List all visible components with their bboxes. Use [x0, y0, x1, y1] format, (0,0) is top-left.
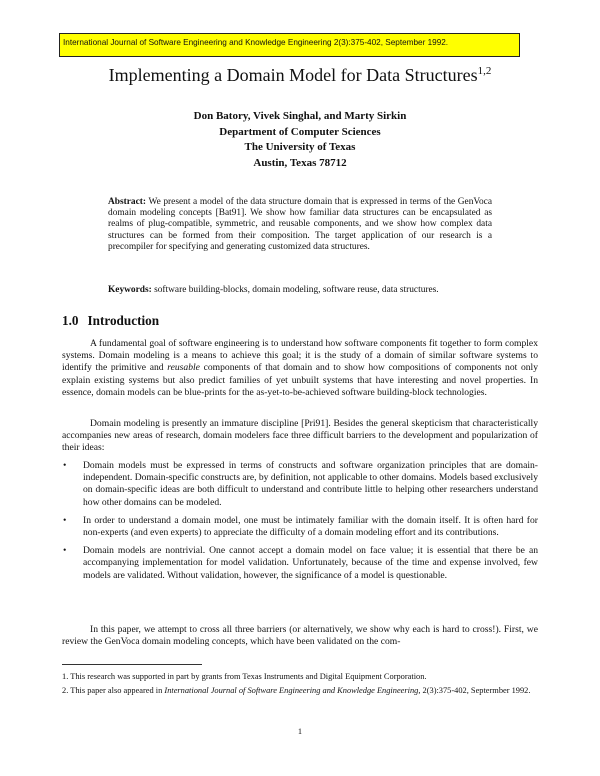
- barrier-list: [62, 460, 538, 588]
- section-number: 1.0: [62, 313, 79, 328]
- bullet-icon: •: [63, 460, 67, 471]
- section-title: Introduction: [87, 313, 160, 328]
- intro-paragraph-3: In this paper, we attempt to cross all three barriers (or alternatively, we show why each is hard to cross!). First, we review the GenVoca domain modeling concepts, which have been validated on the com-: [62, 624, 538, 648]
- page-number: 1: [297, 727, 303, 736]
- list-item-text: In order to understand a domain model, one must be intimately familiar with the domain itself. It is often hard for non-experts (and even experts) to appreciate the difficulty of a domain modeling effort and its contributions.: [83, 514, 538, 539]
- abstract-text: We present a model of the data structure domain that is expressed in terms of the GenVoca domain modeling concepts [Bat91]. We show how familiar data structures can be encapsulated as realms of plug-compatible, symmetric, and reusable components, and we show how complex data structures can be formed from their composition. The target application of our research is a precompiler for specifying and generating customized data structures.: [108, 197, 492, 252]
- journal-citation-banner: [59, 33, 520, 57]
- abstract-label: Abstract:: [108, 197, 147, 207]
- footnote-1: 1. This research was supported in part by grants from Texas Instruments and Digital Equipment Corporation.: [62, 672, 427, 681]
- title-footnote-marks: 1,2: [477, 65, 492, 77]
- footnote-divider: [62, 664, 202, 665]
- paper-title-text: Implementing a Domain Model for Data Structures: [108, 65, 478, 85]
- footnote-2: [62, 685, 538, 696]
- author-block: [0, 109, 600, 171]
- bullet-icon: •: [63, 514, 67, 526]
- keywords-text: software building-blocks, domain modeling, software reuse, data structures.: [154, 285, 439, 295]
- keywords-label: Keywords:: [108, 285, 152, 295]
- list-item: [62, 460, 538, 509]
- list-item: [62, 545, 538, 582]
- journal-citation-text: International Journal of Software Engineering and Knowledge Engineering 2(3):375-402, September 1992.: [63, 38, 449, 47]
- author-university: The University of Texas: [244, 141, 356, 153]
- list-item-text: Domain models are nontrivial. One cannot accept a domain model on face value; it is essential that there be an accompanying implementation for model validation. Unfortunately, because of the time and expense involved, few models are validated. Without validation, however, the significance of a model is questionable.: [83, 545, 538, 581]
- footnote-2-part-a: 2. This paper also appeared in: [62, 686, 163, 695]
- keywords: [108, 285, 492, 296]
- intro-paragraph-2: Domain modeling is presently an immature discipline [Pri91]. Besides the general skepticism that characteristically accompanies new areas of research, domain modelers face three difficult barriers to the development and popularization of their ideas:: [62, 418, 538, 454]
- footnote-2-part-b: , 2(3):375-402, Septermber 1992.: [418, 686, 531, 695]
- emphasis-reusable: reusable: [167, 362, 200, 374]
- footnote-2-journal: International Journal of Software Engineering and Knowledge Engineering: [164, 686, 419, 695]
- intro-paragraph-1-part-b: components of that domain and to show how compositions of components not only explain existing systems but also predict families of yet unbuilt systems that have interesting and novel properties. In essence, domain models can be blue-prints for the as-yet-to-be-achieved software building-block technologies.: [62, 362, 539, 398]
- author-location: Austin, Texas 78712: [253, 156, 347, 169]
- section-heading: [62, 313, 159, 329]
- abstract: [108, 197, 492, 253]
- intro-paragraph-1: [62, 338, 538, 399]
- paper-title: [0, 61, 600, 89]
- author-names: Don Batory, Vivek Singhal, and Marty Sirkin: [193, 110, 407, 122]
- bullet-icon: •: [63, 545, 67, 557]
- author-department: Department of Computer Sciences: [219, 125, 381, 138]
- intro-paragraph-1-part-a: A fundamental goal of software engineering is to understand how software components fit together to form complex systems. Domain modeling is a means to achieve this goal; it is the study of a domain of similar software systems to identify the primitive and: [62, 338, 538, 374]
- list-item: [62, 515, 538, 539]
- list-item-text: Domain models must be expressed in terms of constructs and software organization principles that are domain-independent. Domain-specific constructs are, by definition, not applicable to other domains. Models based exclusively on domain-specific ideas are both difficult to understand and contribute little to helping other researchers understand how other domains can be modeled.: [83, 460, 538, 508]
